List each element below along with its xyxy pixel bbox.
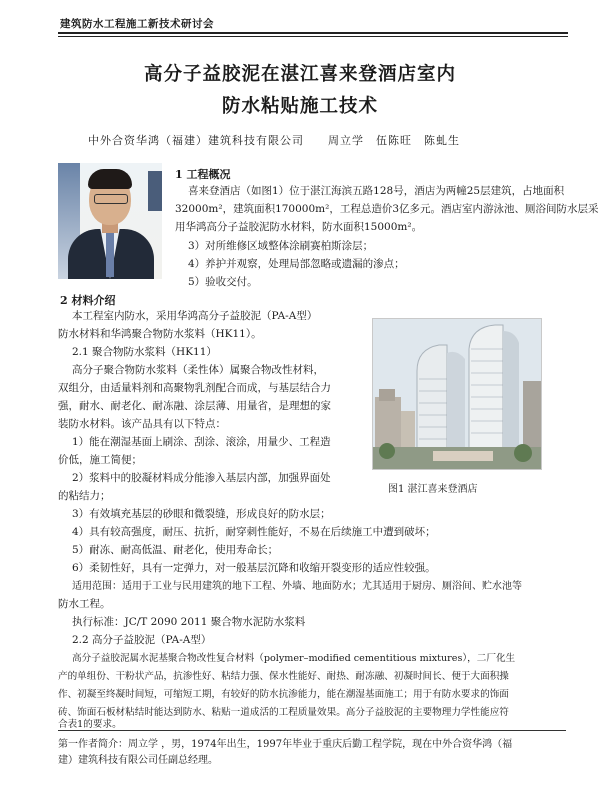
feature-item: 价低，施工简便； [58,454,142,466]
figure-caption: 图1 湛江喜来登酒店 [388,484,478,495]
scope-line: 适用范围：适用于工业与民用建筑的地下工程、外墙、地面防水；尤其适用于厨房、厕浴间、贮水池等 [72,581,522,592]
sub2-para-line: 高分子益胶泥属水泥基聚合物改性复合材料（polymer–modified cementitious mixtures），二厂化生 [72,653,516,664]
sub1-para-line: 装防水材料。该产品具有以下特点： [58,418,226,430]
section1-para-line: 用华鸿高分子益胶泥防水材料，防水面积15000m²。 [175,221,423,233]
feature-item: 2）浆料中的胶凝材料成分能渗入基层内部，加强界面处 [72,472,331,484]
footnote-rule [58,730,566,731]
feature-item: 6）柔韧性好，具有一定弹力，对一般基层沉降和收缩开裂变形的适应性较强。 [72,562,436,574]
scope-line: 防水工程。 [58,598,111,610]
subsection-heading-2-1: 2.1 聚合物防水浆料（HK11） [72,346,217,358]
sub2-para-line: 产的单组份、干粉状产品，抗渗性好、粘结力强、保水性能好、耐热、耐冻融、初凝时间长、便于大面积操 [58,671,509,682]
header-rule-thin [58,36,568,37]
sub1-para-line: 高分子聚合物防水浆料（柔性体）属聚合物改性材料， [72,364,324,376]
feature-item: 3）有效填充基层的砂眼和微裂缝，形成良好的防水层； [72,508,331,520]
section1-list-item: 3）对所维修区域整体涂刷赛柏斯涂层； [188,240,374,252]
section2-intro-line: 本工程室内防水，采用华鸿高分子益胶泥（PA-A型） [72,310,318,322]
section1-list-item: 4）养护并观察，处理局部忽略或遗漏的渗点； [188,258,405,270]
sub2-para-line: 合表1的要求。 [58,719,122,730]
sub2-para-line: 砖、饰面石板材粘结时能达到防水、粘贴一道成活的工程质量效果。高分子益胶泥的主要物理力学性能应符 [58,707,509,718]
section2-intro-line: 防水材料和华鸿聚合物防水浆料（HK11）。 [58,328,262,340]
section1-list-item: 5）验收交付。 [188,276,258,288]
section1-para-line: 喜来登酒店（如图1）位于湛江海滨五路128号，酒店为两幢25层建筑，占地面积 [188,185,565,197]
feature-item: 5）耐冻、耐高低温、耐老化，使用寿命长； [72,544,279,556]
subsection-heading-2-2: 2.2 高分子益胶泥（PA-A型） [72,634,212,646]
sub2-para-line: 作、初凝至终凝时间短，可缩短工期，有较好的防水抗渗能力，能在潮湿基面施工；用于有防水要求的饰面 [58,689,509,700]
hotel-photo [372,318,542,470]
article-title-line1: 高分子益胶泥在湛江喜来登酒店室内 [143,64,456,85]
feature-item: 1）能在潮湿基面上刷涂、刮涂、滚涂，用量少、工程造 [72,436,331,448]
author-photo [58,163,162,279]
header-rule [58,32,568,34]
footnote [58,737,568,769]
section-heading-1: 1 工程概况 [175,168,231,181]
authors: 中外合资华鸿（福建）建筑科技有限公司 周立学 伍陈旺 陈虬生 [88,134,460,147]
feature-item: 4）具有较高强度，耐压、抗折，耐穿刺性能好，不易在后续施工中遭到破坏； [72,526,436,538]
footnote-line: 建）建筑科技有限公司任副总经理。 [58,755,218,766]
standard-line: 执行标准：JC/T 2090 2011 聚合物水泥防水浆料 [72,616,306,628]
feature-item: 的粘结力； [58,490,111,502]
journal-header: 建筑防水工程施工新技术研讨会 [60,18,214,30]
section-heading-2: 2 材料介绍 [60,294,116,307]
hotel-illustration [373,319,541,469]
section1-para-line: 32000m²，建筑面积170000m²，工程总造价3亿多元。酒店室内游泳池、厕浴间防水层采 [175,203,599,215]
footnote-line: 第一作者简介：周立学 ，男，1974年出生，1997年毕业于重庆后勤工程学院，现在中外合资华鸿（福 [58,739,513,750]
article-title-line2: 防水粘贴施工技术 [221,96,378,117]
sub1-para-line: 强，耐水、耐老化、耐冻融、涂层薄、用量省，是理想的家 [58,400,331,412]
sub1-para-line: 双组分，由适量料剂和高聚物乳剂配合而成，与基层结合力 [58,382,331,394]
